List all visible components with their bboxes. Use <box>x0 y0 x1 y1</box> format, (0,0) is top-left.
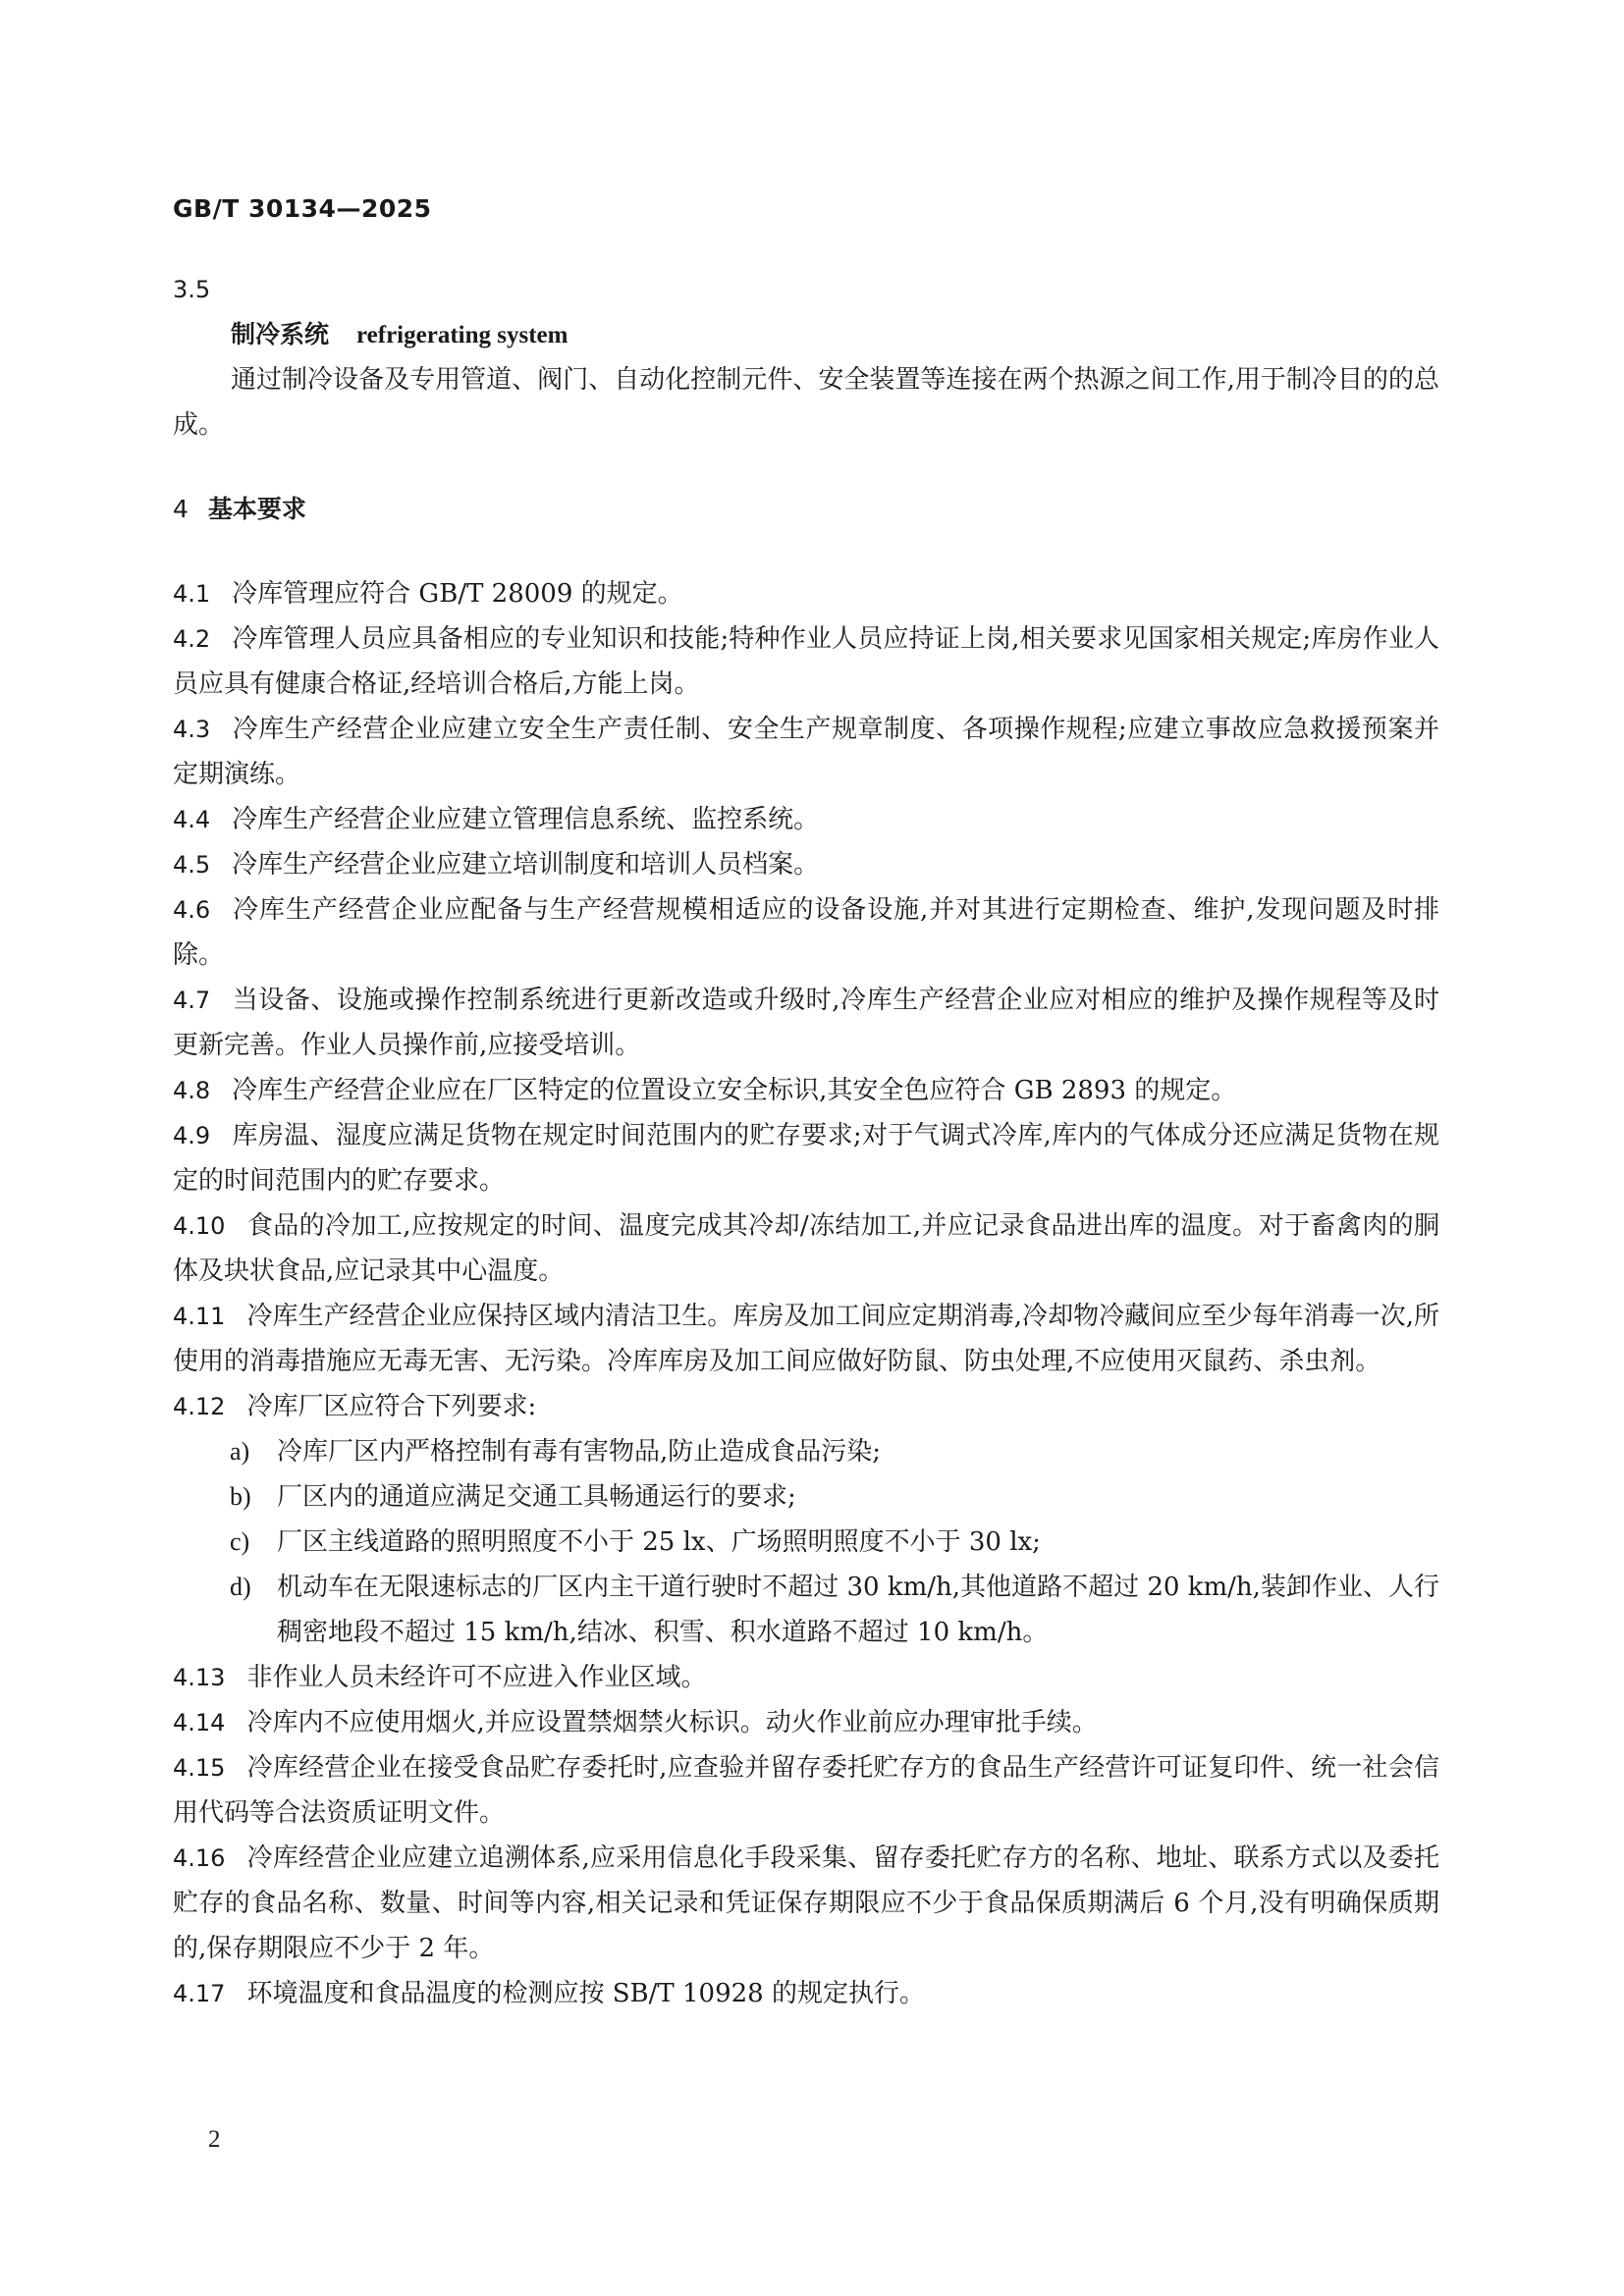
clause-number: 4.4 <box>173 806 211 833</box>
list-text: 冷库厂区内严格控制有毒有害物品,防止造成食品污染; <box>277 1437 882 1467</box>
clause-number: 4.5 <box>173 851 211 879</box>
clause-number: 4.13 <box>173 1664 226 1691</box>
page-content <box>173 267 1439 2016</box>
clause <box>173 1971 1439 2016</box>
clause <box>173 707 1439 797</box>
list-item <box>230 1474 1439 1520</box>
clause-text: 冷库生产经营企业应建立管理信息系统、监控系统。 <box>232 805 820 834</box>
clause <box>173 1113 1439 1203</box>
list-marker: b) <box>230 1482 251 1511</box>
list-item <box>230 1429 1439 1474</box>
clause <box>173 1745 1439 1836</box>
clause-number: 4.7 <box>173 987 211 1014</box>
clause <box>173 1068 1439 1113</box>
section-title: 基本要求 <box>207 495 306 523</box>
requirement-list <box>230 1429 1439 1655</box>
section-number: 4 <box>173 495 189 523</box>
clause-text: 冷库生产经营企业应在厂区特定的位置设立安全标识,其安全色应符合 GB 2893 的规定。 <box>232 1076 1237 1105</box>
clause-number: 4.8 <box>173 1077 211 1104</box>
clause <box>173 1655 1439 1700</box>
list-item <box>230 1520 1439 1565</box>
clause-number: 4.17 <box>173 1980 226 2007</box>
clause-number: 4.9 <box>173 1122 211 1149</box>
clause <box>173 1203 1439 1294</box>
clause-number: 4.10 <box>173 1212 226 1240</box>
list-text: 厂区内的通道应满足交通工具畅通运行的要求; <box>277 1482 796 1512</box>
clause <box>173 842 1439 887</box>
clause <box>173 616 1439 707</box>
clause <box>173 1294 1439 1384</box>
clause-number: 4.6 <box>173 896 211 924</box>
standard-code: GB/T 30134—2025 <box>173 194 432 223</box>
clause-text: 冷库生产经营企业应建立培训制度和培训人员档案。 <box>232 850 820 880</box>
term-number: 3.5 <box>173 276 211 303</box>
list-item <box>230 1565 1439 1655</box>
clause <box>173 797 1439 842</box>
list-text: 厂区主线道路的照明照度不小于 25 lx、广场照明照度不小于 30 lx; <box>277 1527 1041 1557</box>
list-marker: c) <box>230 1527 250 1556</box>
clause <box>173 1384 1439 1429</box>
clause-text: 食品的冷加工,应按规定的时间、温度完成其冷却/冻结加工,并应记录食品进出库的温度。对于畜禽肉的胴体及块状食品,应记录其中心温度。 <box>173 1211 1439 1286</box>
clause-number: 4.2 <box>173 625 211 653</box>
clause-text: 冷库生产经营企业应建立安全生产责任制、安全生产规章制度、各项操作规程;应建立事故应急救援预案并定期演练。 <box>173 715 1439 789</box>
clause-number: 4.15 <box>173 1754 226 1782</box>
list-text: 机动车在无限速标志的厂区内主干道行驶时不超过 30 km/h,其他道路不超过 20 km/h,装卸作业、人行稠密地段不超过 15 km/h,结冰、积雪、积水道路不超过 10 km/h。 <box>277 1573 1439 1647</box>
clause-text: 冷库厂区应符合下列要求: <box>246 1392 537 1421</box>
clause-text: 库房温、湿度应满足货物在规定时间范围内的贮存要求;对于气调式冷库,库内的气体成分还应满足货物在规定的时间范围内的贮存要求。 <box>173 1121 1439 1196</box>
clause <box>173 978 1439 1068</box>
list-marker: a) <box>230 1437 250 1466</box>
clause-text: 当设备、设施或操作控制系统进行更新改造或升级时,冷库生产经营企业应对相应的维护及操作规程等及时更新完善。作业人员操作前,应接受培训。 <box>173 986 1439 1060</box>
term-title <box>173 312 1439 357</box>
clause-number: 4.12 <box>173 1393 226 1420</box>
section-heading <box>173 487 1439 532</box>
page-number: 2 <box>208 2126 221 2153</box>
clause-text: 冷库经营企业在接受食品贮存委托时,应查验并留存委托贮存方的食品生产经营许可证复印件、统一社会信用代码等合法资质证明文件。 <box>173 1753 1439 1828</box>
clause-text: 冷库内不应使用烟火,并应设置禁烟禁火标识。动火作业前应办理审批手续。 <box>246 1708 1098 1737</box>
clause-text: 冷库管理应符合 GB/T 28009 的规定。 <box>232 579 683 609</box>
term-title-zh: 制冷系统 <box>231 320 330 348</box>
clause <box>173 1836 1439 1971</box>
clause-number: 4.3 <box>173 716 211 743</box>
clause-text: 冷库经营企业应建立追溯体系,应采用信息化手段采集、留存委托贮存方的名称、地址、联系方式以及委托贮存的食品名称、数量、时间等内容,相关记录和凭证保存期限应不少于食品保质期满后 6 个月,没有明确保质期的,保存期限应不少于 2 年。 <box>173 1843 1439 1963</box>
clause <box>173 1700 1439 1745</box>
clause-number: 4.1 <box>173 580 211 608</box>
clause-number: 4.11 <box>173 1303 226 1330</box>
clause-text: 冷库管理人员应具备相应的专业知识和技能;特种作业人员应持证上岗,相关要求见国家相关规定;库房作业人员应具有健康合格证,经培训合格后,方能上岗。 <box>173 624 1439 699</box>
clause-number: 4.14 <box>173 1709 226 1736</box>
clause-text: 冷库生产经营企业应保持区域内清洁卫生。库房及加工间应定期消毒,冷却物冷藏间应至少每年消毒一次,所使用的消毒措施应无毒无害、无污染。冷库库房及加工间应做好防鼠、防虫处理,不应使用灭鼠药、杀虫剂。 <box>173 1302 1439 1376</box>
term-definition: 通过制冷设备及专用管道、阀门、自动化控制元件、安全装置等连接在两个热源之间工作,用于制冷目的的总成。 <box>173 365 1439 440</box>
clause <box>173 571 1439 616</box>
clause-text: 非作业人员未经许可不应进入作业区域。 <box>246 1663 707 1692</box>
list-marker: d) <box>230 1573 251 1601</box>
clause <box>173 887 1439 978</box>
clause-text: 冷库生产经营企业应配备与生产经营规模相适应的设备设施,并对其进行定期检查、维护,发现问题及时排除。 <box>173 895 1439 970</box>
clause-list <box>173 571 1439 2016</box>
clause-number: 4.16 <box>173 1844 226 1872</box>
term-title-en: refrigerating system <box>356 322 568 348</box>
clause-text: 环境温度和食品温度的检测应按 SB/T 10928 的规定执行。 <box>246 1979 925 2008</box>
